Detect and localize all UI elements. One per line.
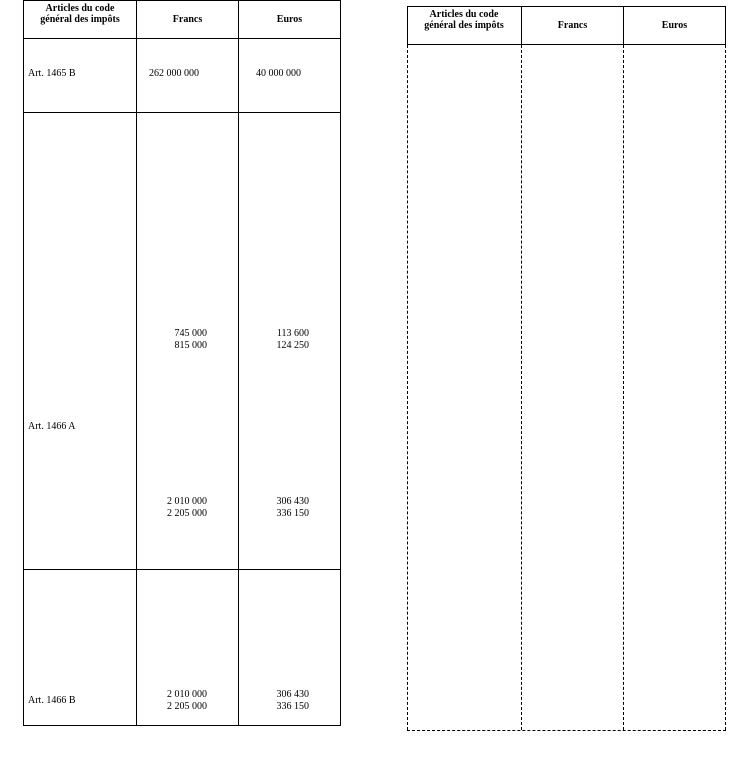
right-table-dashed-border [407,730,726,731]
row-francs-value: 262 000 000 [149,68,199,79]
right-header-euros: Euros [661,20,688,31]
row-article-label: Art. 1465 B [28,68,76,79]
row-euros-value: 40 000 000 [256,68,301,79]
left-table-border [23,569,341,570]
left-table-border [23,38,341,39]
row-euros-value: 306 430 [276,689,309,700]
row-euros-value: 124 250 [276,340,309,351]
row-francs-value: 815 000 [174,340,207,351]
row-euros-value: 336 150 [276,701,309,712]
row-euros-value: 306 430 [276,496,309,507]
row-francs-value: 2 205 000 [167,701,207,712]
left-table-border [136,0,137,726]
row-francs-value: 2 010 000 [167,496,207,507]
row-euros-value: 113 600 [276,328,309,339]
right-table-dashed-border [407,45,408,730]
right-table-dashed-border [725,45,726,730]
right-table-border [725,6,726,45]
left-table-border [23,725,341,726]
left-header-euros: Euros [276,14,303,25]
row-francs-value: 2 205 000 [167,508,207,519]
left-table-border [340,0,341,726]
row-euros-value: 336 150 [276,508,309,519]
row-francs-value: 2 010 000 [167,689,207,700]
left-table-border [238,0,239,726]
right-table-dashed-border [623,45,624,730]
right-header-articles: Articles du code général des impôts [424,9,504,31]
right-table-border [407,6,726,7]
right-table-border [407,6,408,45]
left-header-articles: Articles du code général des impôts [40,3,120,25]
right-table-border [407,44,726,45]
left-table-border [23,0,341,1]
left-table-border [23,112,341,113]
left-header-francs: Francs [172,14,203,25]
row-article-label: Art. 1466 A [28,421,76,432]
right-header-francs: Francs [557,20,588,31]
row-francs-value: 745 000 [174,328,207,339]
right-table-dashed-border [521,45,522,730]
left-table-border [23,0,24,726]
row-article-label: Art. 1466 B [28,695,76,706]
